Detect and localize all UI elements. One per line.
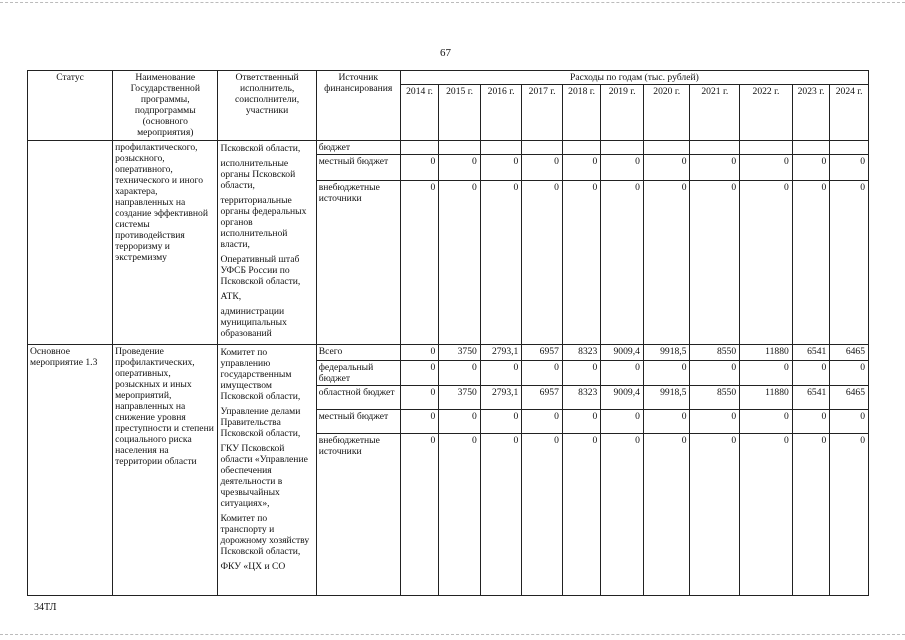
value-cell: 0: [400, 181, 438, 345]
value-cell: 8550: [690, 386, 740, 410]
value-cell: 0: [439, 361, 481, 386]
source-cell: местный бюджет: [316, 155, 400, 181]
value-cell: 9009,4: [601, 386, 644, 410]
value-cell: 0: [562, 155, 600, 181]
source-cell: внебюджетные источники: [316, 181, 400, 345]
responsible-entry: Управление делами Правительства Псковской области,: [220, 406, 301, 439]
responsible-entry: территориальные органы федеральных органов исполнительной власти,: [220, 195, 307, 250]
value-cell: 6541: [792, 345, 829, 361]
source-cell: бюджет: [316, 141, 400, 155]
header-year: 2018 г.: [562, 85, 600, 141]
program-name-cell: профилактического, розыскного, оперативного, технического и иного характера, направленных на создание эффективной системы противодействия терроризму и экстремизму: [113, 141, 218, 345]
value-cell: 11880: [740, 345, 793, 361]
header-year: 2022 г.: [740, 85, 793, 141]
header-year: 2015 г.: [439, 85, 481, 141]
value-cell: 0: [562, 361, 600, 386]
value-cell: 3750: [439, 345, 481, 361]
header-year: 2017 г.: [522, 85, 563, 141]
value-cell: 0: [400, 434, 438, 596]
value-cell: 0: [400, 155, 438, 181]
page-number: 67: [440, 47, 451, 59]
value-cell: 0: [740, 361, 793, 386]
value-cell: 0: [400, 361, 438, 386]
status-cell: Основное мероприятие 1.3: [28, 345, 113, 596]
value-cell: 0: [601, 434, 644, 596]
value-cell: [400, 141, 438, 155]
responsible-entry: администрации муниципальных образований: [220, 306, 287, 339]
source-cell: внебюджетные источники: [316, 434, 400, 596]
value-cell: 0: [562, 181, 600, 345]
responsible-entry: исполнительные органы Псковской области,: [220, 158, 296, 191]
status-cell: [28, 141, 113, 345]
value-cell: 9918,5: [643, 386, 690, 410]
program-name-cell: Проведение профилактических, оперативных, розыскных и иных мероприятий, направленных на снижение уровня преступности и степени социального риска населения на территории области: [113, 345, 218, 596]
value-cell: 9918,5: [643, 345, 690, 361]
header-status: Статус: [28, 71, 113, 141]
value-cell: [792, 141, 829, 155]
value-cell: 0: [601, 155, 644, 181]
scan-edge-top: [0, 2, 905, 3]
value-cell: 11880: [740, 386, 793, 410]
value-cell: 0: [400, 410, 438, 434]
value-cell: 0: [690, 410, 740, 434]
responsible-cell: [218, 345, 316, 596]
value-cell: 3750: [439, 386, 481, 410]
responsible-entry: Оперативный штаб УФСБ России по Псковской области,: [220, 254, 301, 287]
value-cell: 6465: [830, 386, 869, 410]
value-cell: [643, 141, 690, 155]
source-cell: федеральный бюджет: [316, 361, 400, 386]
value-cell: [522, 141, 563, 155]
value-cell: 0: [830, 434, 869, 596]
responsible-entry: ФКУ «ЦХ и СО: [220, 561, 286, 572]
value-cell: 0: [830, 155, 869, 181]
value-cell: 0: [740, 410, 793, 434]
header-responsible: Ответственный исполнитель, соисполнители, участники: [218, 71, 316, 141]
responsible-entry: АТК,: [220, 291, 242, 302]
value-cell: 0: [690, 361, 740, 386]
value-cell: 0: [601, 410, 644, 434]
value-cell: 0: [400, 386, 438, 410]
value-cell: 0: [830, 181, 869, 345]
header-year: 2016 г.: [480, 85, 522, 141]
value-cell: 0: [400, 345, 438, 361]
footer-code: 34ТЛ: [34, 602, 57, 613]
header-year: 2024 г.: [830, 85, 869, 141]
value-cell: [740, 141, 793, 155]
value-cell: 0: [643, 410, 690, 434]
value-cell: 8323: [562, 386, 600, 410]
value-cell: 2793,1: [480, 386, 522, 410]
header-source: Источник финансирования: [316, 71, 400, 141]
value-cell: 0: [480, 155, 522, 181]
header-year: 2019 г.: [601, 85, 644, 141]
value-cell: 6957: [522, 386, 563, 410]
value-cell: 0: [562, 410, 600, 434]
value-cell: 0: [522, 155, 563, 181]
budget-table: [27, 70, 869, 596]
value-cell: 0: [830, 410, 869, 434]
value-cell: [562, 141, 600, 155]
value-cell: 0: [439, 155, 481, 181]
value-cell: 0: [792, 410, 829, 434]
value-cell: 0: [601, 361, 644, 386]
value-cell: 0: [740, 155, 793, 181]
value-cell: 6465: [830, 345, 869, 361]
value-cell: 9009,4: [601, 345, 644, 361]
responsible-cell: [218, 141, 316, 345]
value-cell: 0: [439, 434, 481, 596]
responsible-entry: Псковской области,: [220, 143, 301, 154]
value-cell: 0: [643, 155, 690, 181]
value-cell: 0: [740, 434, 793, 596]
value-cell: 0: [522, 361, 563, 386]
value-cell: 0: [830, 361, 869, 386]
value-cell: 0: [643, 181, 690, 345]
value-cell: 0: [522, 181, 563, 345]
value-cell: [690, 141, 740, 155]
value-cell: 0: [439, 410, 481, 434]
source-cell: областной бюджет: [316, 386, 400, 410]
value-cell: 0: [792, 181, 829, 345]
value-cell: 0: [562, 434, 600, 596]
header-year: 2023 г.: [792, 85, 829, 141]
value-cell: [480, 141, 522, 155]
value-cell: 6957: [522, 345, 563, 361]
source-cell: местный бюджет: [316, 410, 400, 434]
table-row: [28, 345, 869, 361]
value-cell: [601, 141, 644, 155]
value-cell: 0: [643, 361, 690, 386]
value-cell: 0: [792, 361, 829, 386]
responsible-entry: Комитет по транспорту и дорожному хозяйству Псковской области,: [220, 513, 310, 557]
value-cell: 0: [480, 434, 522, 596]
value-cell: 0: [522, 434, 563, 596]
header-year: 2014 г.: [400, 85, 438, 141]
value-cell: 0: [480, 361, 522, 386]
header-year: 2020 г.: [643, 85, 690, 141]
value-cell: 0: [792, 434, 829, 596]
header-year: 2021 г.: [690, 85, 740, 141]
value-cell: 0: [740, 181, 793, 345]
value-cell: 0: [480, 181, 522, 345]
header-program-name: Наименование Государственной программы, подпрограммы (основного мероприятия): [113, 71, 218, 141]
table-row: [28, 141, 869, 155]
header-expenses: Расходы по годам (тыс. рублей): [400, 71, 868, 85]
value-cell: [830, 141, 869, 155]
value-cell: 0: [690, 181, 740, 345]
value-cell: 0: [792, 155, 829, 181]
value-cell: [439, 141, 481, 155]
value-cell: 0: [690, 155, 740, 181]
value-cell: 0: [643, 434, 690, 596]
value-cell: 8323: [562, 345, 600, 361]
value-cell: 2793,1: [480, 345, 522, 361]
value-cell: 0: [601, 181, 644, 345]
value-cell: 8550: [690, 345, 740, 361]
value-cell: 0: [690, 434, 740, 596]
responsible-entry: ГКУ Псковской области «Управление обеспечения деятельности в чрезвычайных ситуациях»,: [220, 443, 308, 509]
responsible-entry: Комитет по управлению государственным имуществом Псковской области,: [220, 347, 301, 402]
value-cell: 0: [522, 410, 563, 434]
value-cell: 6541: [792, 386, 829, 410]
value-cell: 0: [439, 181, 481, 345]
source-cell: Всего: [316, 345, 400, 361]
scan-edge-bottom: [0, 634, 905, 635]
value-cell: 0: [480, 410, 522, 434]
